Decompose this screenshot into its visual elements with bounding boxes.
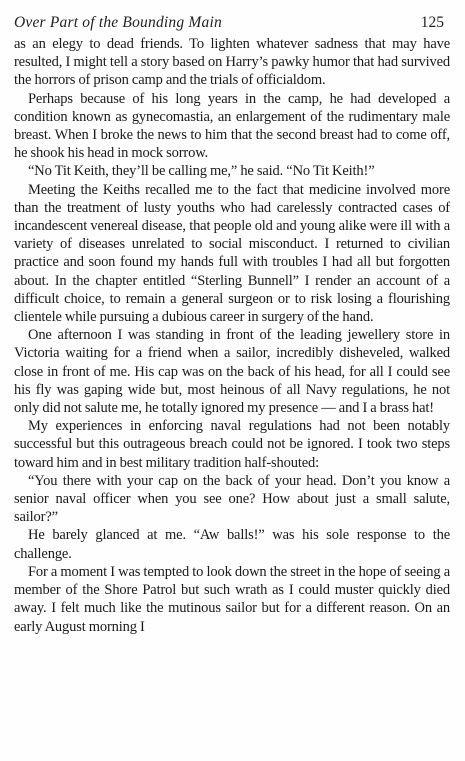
paragraph-quote-no-tit-keith: “No Tit Keith, they’ll be calling me,” he said. “No Tit Keith!” xyxy=(28,163,375,180)
paragraph-sailor-response: He barely glanced at me. “Aw balls!” was his sole response to the challenge. xyxy=(14,527,450,562)
page-number: 125 xyxy=(420,14,444,31)
paragraph-sailor-encounter: One afternoon I was standing in front of the leading jewellery store in Victoria waiting for a friend when a sailor, incredibly disheveled, walked close in front of me. His cap was on the back of his head, for all I could see his fly was gaping wide but, most heinous of all Navy regulations, he not only did not salute me, he totally ignored my presence — and I a brass hat! xyxy=(14,327,450,417)
body-text xyxy=(14,35,450,636)
running-title: Over Part of the Bounding Main xyxy=(14,14,222,31)
paragraph-naval-regulations: My experiences in enforcing naval regulations had not been notably successful but this outrageous breach could not be ignored. I took two steps toward him and in best military tradition half-shouted: xyxy=(14,418,450,471)
paragraph-gynecomastia: Perhaps because of his long years in the camp, he had developed a condition known as gynecomastia, an enlargement of the rudimentary male breast. When I broke the news to him that the second breast had to come off, he shook his head in mock sorrow. xyxy=(14,90,450,162)
paragraph-continued: as an elegy to dead friends. To lighten whatever sadness that may have resulted, I might tell a story based on Harry’s pawky humor that had survived the horrors of prison camp and the trials of officialdom. xyxy=(14,36,450,89)
paragraph-meeting-the-keiths: Meeting the Keiths recalled me to the fact that medicine involved more than the treatment of lusty youths who had carelessly contracted cases of incandescent venereal disease, that people old and young alike were ill with a variety of diseases unrelated to social misconduct. I returned to civilian practice and soon found my hands full with troubles I had all but forgotten about. In the chapter entitled “Sterling Bunnell” I render an account of a difficult choice, to remain a general surgeon or to risk losing a flourishing clientele while pursuing a dubious career in surgery of the hand. xyxy=(14,181,450,326)
paragraph-quote-salute: “You there with your cap on the back of your head. Don’t you know a senior naval officer when you see one? How about just a small salute, sailor?” xyxy=(14,472,450,526)
running-head xyxy=(14,14,450,34)
paragraph-shore-patrol: For a moment I was tempted to look down the street in the hope of seeing a member of the Shore Patrol but such wrath as I could muster quickly died away. I felt much like the mutinous sailor but for a different reason. On an early August morning I xyxy=(14,563,450,635)
